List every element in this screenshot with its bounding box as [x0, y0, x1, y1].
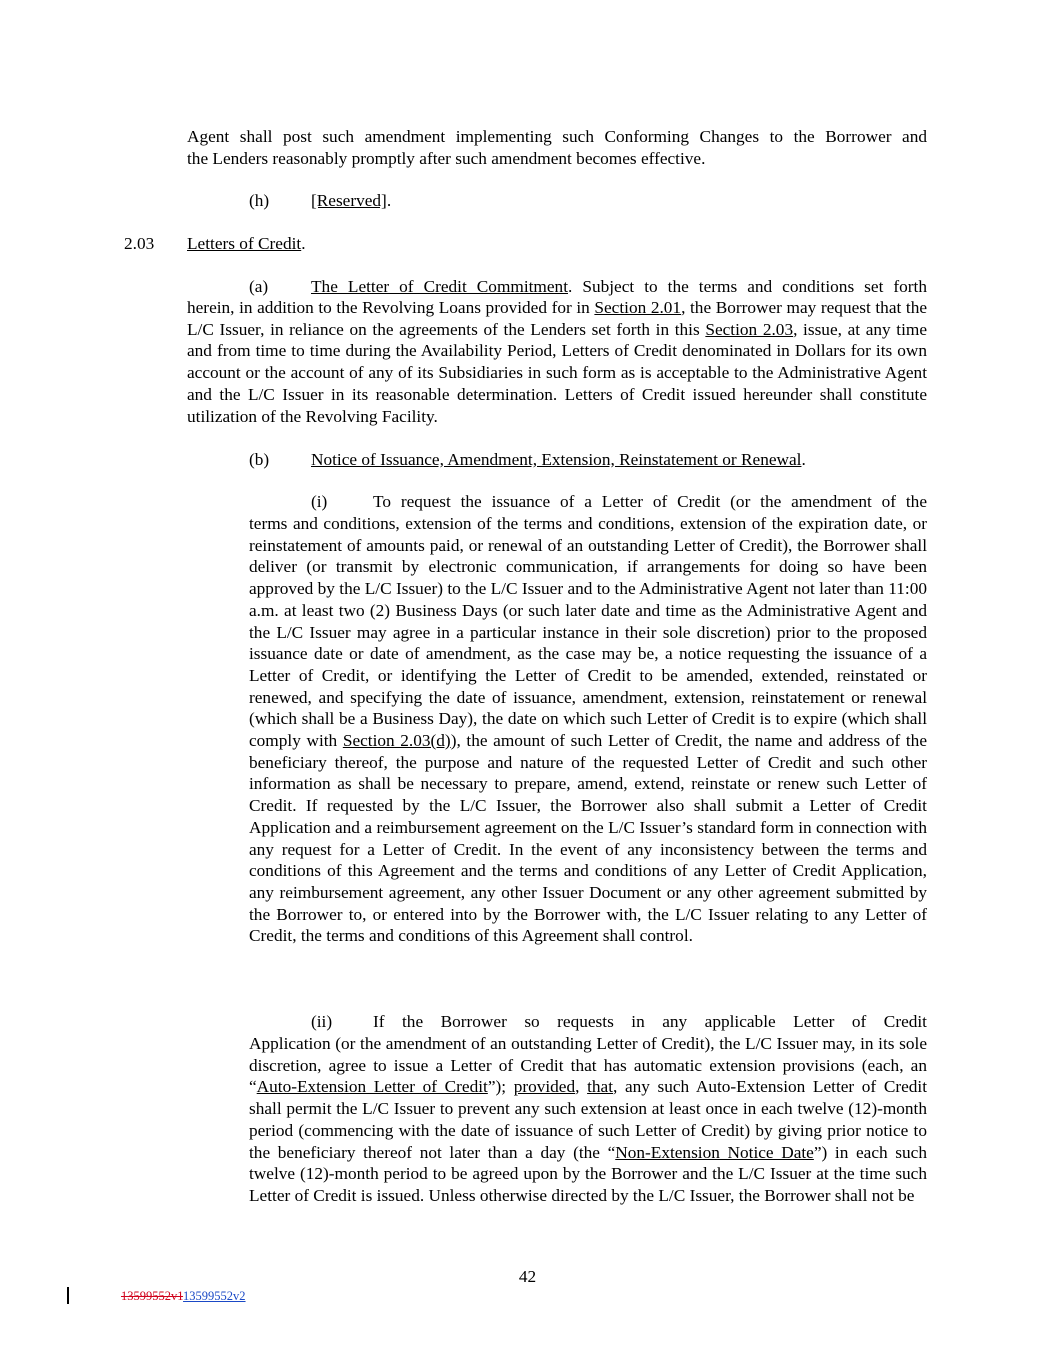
para-i-label: (i): [311, 492, 328, 511]
para-a-title: The Letter of Credit Commitment: [311, 277, 568, 296]
defined-term-auto-extension: Auto-Extension Letter of Credit: [256, 1077, 488, 1097]
para-a-label: (a): [249, 277, 269, 296]
page-number: 42: [518, 1267, 537, 1286]
para-i-body: terms and conditions, extension of the terms and conditions, extension of the expiration date, or reinstatement of amounts paid, or renewal of an outstanding Letter of Credit), the Borrower shall deliver (or transmit by electronic communication, if arrangements for doing so have been approved by the L/C Issuer) to the L/C Issuer and to the Administrative Agent not later than 11:00 a.m. at least two (2) Business Days (or such later date and time as the Administrative Agent and the L/C Issuer may agree in a particular instance in their sole discretion) prior to the proposed issuance date or date of amendment, as the case may be, a notice requesting the issuance of a Letter of Credit, or identifying the Letter of Credit to be amended, extended, reinstated or renewed, and specifying the date of issuance, amendment, extension, reinstatement or renewal (which shall be a Business Day), the date on which such Letter of Credit is to expire (which shall comply with Section 2.03(d)), the amount of such Letter of Credit, the name and address of the beneficiary thereof, the purpose and nature of the requested Letter of Credit and such other information as shall be necessary to prepare, amend, extend, reinstate or renew such Letter of Credit. If requested by the L/C Issuer, the Borrower also shall submit a Letter of Credit Application and a reimbursement agreement on the L/C Issuer’s standard form in connection with any request for a Letter of Credit. In the event of any inconsistency between the terms and conditions of this Agreement and the terms and conditions of any Letter of Credit Application, any reimbursement agreement, any other Issuer Document or any other agreement submitted by the Borrower to, or entered into by the Borrower with, the L/C Issuer relating to any Letter of Credit, the terms and conditions of this Agreement shall control.: [249, 514, 927, 946]
para-a-body: herein, in addition to the Revolving Loans provided for in Section 2.01, the Borrower may request that the L/C Issuer, in reliance on the agreements of the Lenders set forth in this Section 2.03, issue, at any time and from time to time during the Availability Period, Letters of Credit denominated in Dollars for its own account or the account of any of its Subsidiaries in such form as is acceptable to the Administrative Agent and the L/C Issuer in its reasonable determination. Letters of Credit issued hereunder shall constitute utilization of the Revolving Facility.: [187, 298, 928, 426]
intro-line-1: Agent shall post such amendment implementing such Conforming Changes to the Borrower and: [187, 127, 927, 146]
ref-section-2-03: Section 2.03: [705, 319, 794, 339]
item-h-label: (h): [249, 191, 270, 210]
section-title: Letters of Credit: [187, 234, 302, 253]
defined-term-non-extension-date: Non-Extension Notice Date: [615, 1142, 814, 1162]
doc-id-deleted: 13599552v1: [121, 1289, 184, 1303]
para-b-title: Notice of Issuance, Amendment, Extension, Reinstatement or Renewal: [311, 450, 802, 469]
term-that: that: [587, 1077, 613, 1097]
revision-change-bar: [67, 1287, 69, 1304]
ref-section-2-01: Section 2.01: [594, 298, 682, 317]
term-provided: provided: [513, 1077, 576, 1097]
document-id: [121, 1289, 246, 1303]
para-ii-label: (ii): [311, 1012, 333, 1031]
ref-section-2-03-d: Section 2.03(d): [342, 731, 451, 751]
section-number: 2.03: [124, 234, 155, 253]
intro-line-2: the Lenders reasonably promptly after such amendment becomes effective.: [187, 148, 706, 168]
para-ii-body: Application (or the amendment of an outstanding Letter of Credit), the L/C Issuer may, in its sole discretion, agree to issue a Letter of Credit that has automatic extension provisions (each, an “Auto-Extension Letter of Credit”); provided, that, any such Auto-Extension Letter of Credit shall permit the L/C Issuer to prevent any such extension at least once in each twelve (12)-month period (commencing with the date of issuance of such Letter of Credit) by giving prior notice to the beneficiary thereof not later than a day (the “Non-Extension Notice Date”) in each such twelve (12)-month period to be agreed upon by the Borrower and the L/C Issuer at the time such Letter of Credit is issued. Unless otherwise directed by the L/C Issuer, the Borrower shall not be: [249, 1034, 928, 1205]
para-b-label: (b): [249, 450, 270, 469]
doc-id-inserted: 13599552v2: [183, 1289, 246, 1303]
intro-paragraph: [187, 126, 927, 169]
item-h-title: [Reserved]: [311, 191, 387, 210]
